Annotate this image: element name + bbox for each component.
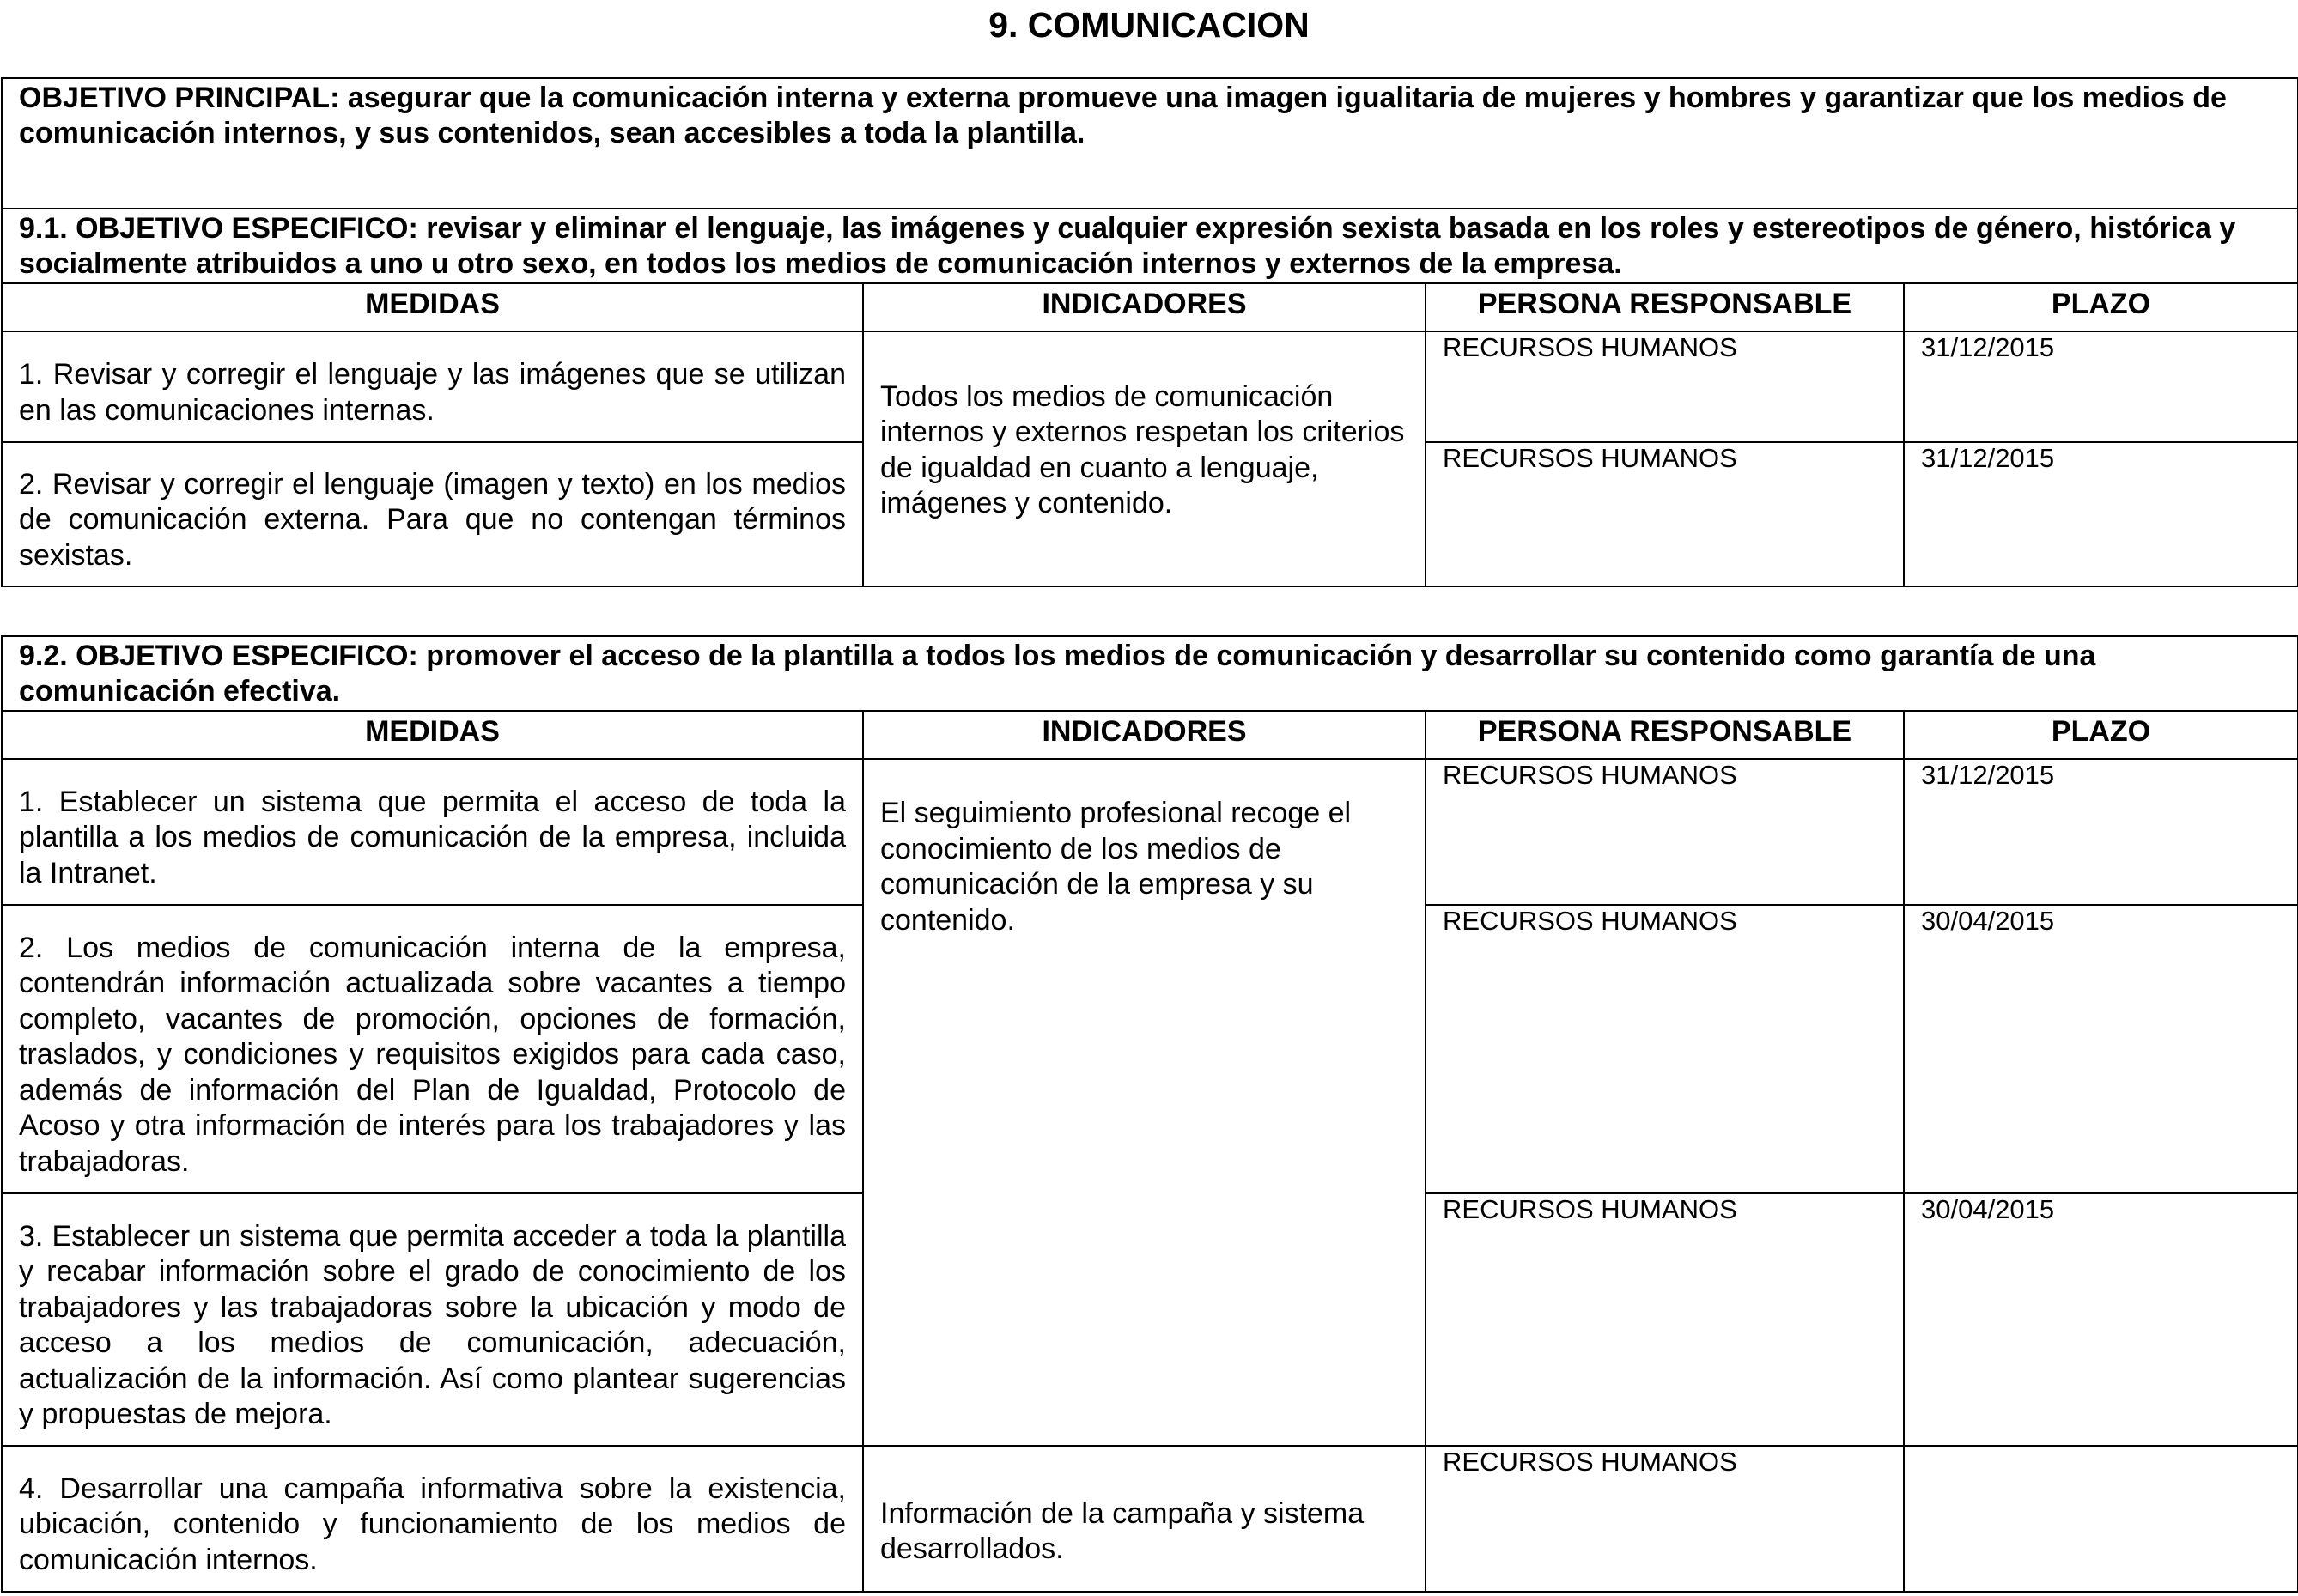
principal-objective-row — [2, 78, 2298, 209]
header-indicadores: INDICADORES — [863, 711, 1426, 759]
specific-objective-9-1: 9.1. OBJETIVO ESPECIFICO: revisar y eliminar el lenguaje, las imágenes y cualquier expresión sexista basada en los roles y estereotipos de género, histórica y socialmente atribuidos a uno u otro sexo, en todos los medios de comunicación internos y externos de la empresa. — [2, 209, 2298, 283]
deadline-cell: 31/12/2015 — [1904, 759, 2298, 905]
measure-cell: 1. Revisar y corregir el lenguaje y las imágenes que se utilizan en las comunicaciones internas. — [2, 331, 863, 442]
table-header-row — [2, 711, 2298, 759]
page-title: 9. COMUNICACION — [988, 5, 1310, 45]
header-plazo: PLAZO — [1904, 711, 2298, 759]
deadline-cell — [1904, 1446, 2298, 1592]
responsible-cell: RECURSOS HUMANOS — [1426, 905, 1904, 1193]
header-medidas: MEDIDAS — [2, 711, 863, 759]
principal-objective: OBJETIVO PRINCIPAL: asegurar que la comunicación interna y externa promueve una imagen igualitaria de mujeres y hombres y garantizar que los medios de comunicación internos, y sus contenidos, sean accesibles a toda la plantilla. — [2, 78, 2298, 209]
indicator-cell: Todos los medios de comunicación internos y externos respetan los criterios de igualdad en cuanto a lenguaje, imágenes y contenido. — [863, 331, 1426, 586]
header-indicadores: INDICADORES — [863, 283, 1426, 331]
header-plazo: PLAZO — [1904, 283, 2298, 331]
measure-cell: 1. Establecer un sistema que permita el acceso de toda la plantilla a los medios de comunicación de la empresa, incluida la Intranet. — [2, 759, 863, 905]
indicator-cell: Información de la campaña y sistema desarrollados. — [863, 1446, 1426, 1592]
header-responsable: PERSONA RESPONSABLE — [1426, 283, 1904, 331]
responsible-cell: RECURSOS HUMANOS — [1426, 1446, 1904, 1592]
measure-cell: 4. Desarrollar una campaña informativa sobre la existencia, ubicación, contenido y funcionamiento de los medios de comunicación internos. — [2, 1446, 863, 1592]
table-header-row — [2, 283, 2298, 331]
measure-cell: 2. Los medios de comunicación interna de la empresa, contendrán información actualizada sobre vacantes a tiempo completo, vacantes de promoción, opciones de formación, traslados, y condiciones y requisitos exigidos para cada caso, además de información del Plan de Igualdad, Protocolo de Acoso y otra información de interés para los trabajadores y las trabajadoras. — [2, 905, 863, 1193]
communication-plan-table — [1, 77, 2298, 587]
deadline-cell: 31/12/2015 — [1904, 331, 2298, 442]
specific-objective-9-2: 9.2. OBJETIVO ESPECIFICO: promover el acceso de la plantilla a todos los medios de comunicación y desarrollar su contenido como garantía de una comunicación efectiva. — [2, 636, 2298, 711]
table-row — [2, 759, 2298, 905]
specific-objective-row — [2, 636, 2298, 711]
deadline-cell: 30/04/2015 — [1904, 905, 2298, 1193]
table-row — [2, 1446, 2298, 1592]
header-medidas: MEDIDAS — [2, 283, 863, 331]
header-responsable: PERSONA RESPONSABLE — [1426, 711, 1904, 759]
responsible-cell: RECURSOS HUMANOS — [1426, 331, 1904, 442]
measure-cell: 2. Revisar y corregir el lenguaje (imagen y texto) en los medios de comunicación externa. Para que no contengan términos sexistas. — [2, 442, 863, 586]
deadline-cell: 30/04/2015 — [1904, 1193, 2298, 1446]
responsible-cell: RECURSOS HUMANOS — [1426, 1193, 1904, 1446]
responsible-cell: RECURSOS HUMANOS — [1426, 442, 1904, 586]
communication-plan-table-2 — [1, 635, 2298, 1593]
specific-objective-row — [2, 209, 2298, 283]
measure-cell: 3. Establecer un sistema que permita acceder a toda la plantilla y recabar información sobre el grado de conocimiento de los trabajadores y las trabajadoras sobre la ubicación y modo de acceso a los medios de comunicación, adecuación, actualización de la información. Así como plantear sugerencias y propuestas de mejora. — [2, 1193, 863, 1446]
indicator-cell: El seguimiento profesional recoge el conocimiento de los medios de comunicación de la empresa y su contenido. — [863, 759, 1426, 1446]
table-row — [2, 331, 2298, 442]
deadline-cell: 31/12/2015 — [1904, 442, 2298, 586]
responsible-cell: RECURSOS HUMANOS — [1426, 759, 1904, 905]
